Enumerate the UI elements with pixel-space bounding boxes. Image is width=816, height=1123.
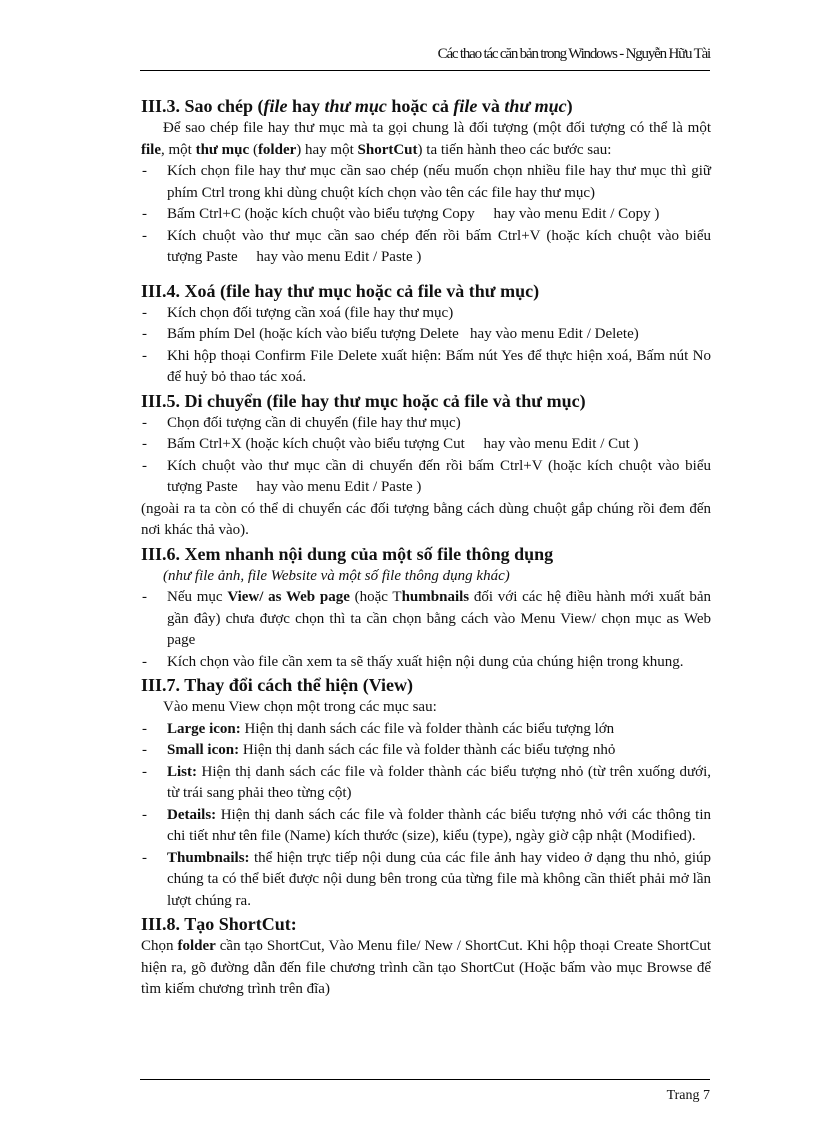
footer-rule	[140, 1079, 710, 1080]
section-title-copy: III.3. Sao chép (file hay thư mục hoặc cả file và thư mục)	[141, 96, 573, 116]
section-title-move: III.5. Di chuyển (file hay thư mục hoặc cả file và thư mục)	[141, 390, 586, 411]
list-item: - Kích chọn file hay thư mục cần sao chép (nếu muốn chọn nhiều file hay thư mục thì giữ phím Ctrl trong khi dùng chuột kích chọn vào tên các file hay thư mục)	[141, 161, 711, 204]
list-item: - Large icon: Hiện thị danh sách các file và folder thành các biểu tượng lớn	[141, 719, 711, 741]
move-steps-list	[141, 413, 715, 499]
move-note-paragraph: (ngoài ra ta còn có thể di chuyển các đối tượng bằng cách dùng chuột gắp chúng rồi đem đến nơi khác thả vào).	[141, 500, 711, 538]
copy-steps-list	[141, 161, 715, 269]
view-mode-intro: Vào menu View chọn một trong các mục sau:	[163, 699, 437, 715]
list-item: - Details: Hiện thị danh sách các file và folder thành các biểu tượng nhỏ với các thông tin chi tiết như tên file (Name) kích thước (size), kiểu (type), ngày giờ cập nhật (Modified).	[141, 805, 711, 848]
page-number: Trang 7	[666, 1088, 710, 1103]
list-item: - Chọn đối tượng cần di chuyển (file hay thư mục)	[141, 413, 711, 435]
section-title-quick-view: III.6. Xem nhanh nội dung của một số file thông dụng	[141, 543, 554, 564]
section-title-delete: III.4. Xoá (file hay thư mục hoặc cả file và thư mục)	[141, 280, 540, 301]
list-item: - Nếu mục View/ as Web page (hoặc Thumbnails đối với các hệ điều hành mới xuất bản gần đây) chưa được chọn thì ta cần chọn bằng cách vào Menu View/ chọn mục as Web page	[141, 587, 711, 652]
list-item: - Kích chọn vào file cần xem ta sẽ thấy xuất hiện nội dung của chúng hiện trong khung.	[141, 652, 711, 674]
quick-view-steps-list	[141, 587, 711, 673]
list-item: - Kích chuột vào thư mục cần di chuyển đến rồi bấm Ctrl+V (hoặc kích chuột vào biểu tượng Paste hay vào menu Edit / Paste )	[141, 456, 711, 499]
list-item: - Kích chuột vào thư mục cần sao chép đến rồi bấm Ctrl+V (hoặc kích chuột vào biểu tượng Paste hay vào menu Edit / Paste )	[141, 226, 711, 269]
quick-view-subtitle: (như file ảnh, file Website và một số file thông dụng khác)	[163, 567, 510, 584]
list-item: - Thumbnails: thể hiện trực tiếp nội dung của các file ảnh hay video ở dạng thu nhỏ, giúp chúng ta có thể biết được nội dung bên trong của từng file mà không cần thiết phải mở lần lượt chúng ra.	[141, 848, 711, 913]
list-item: - Small icon: Hiện thị danh sách các file và folder thành các biểu tượng nhỏ	[141, 740, 711, 762]
list-item: - Kích chọn đối tượng cần xoá (file hay thư mục)	[141, 303, 711, 325]
list-item: - Bấm phím Del (hoặc kích vào biểu tượng Delete hay vào menu Edit / Delete)	[141, 324, 711, 346]
delete-steps-list	[141, 303, 711, 389]
list-item: - Bấm Ctrl+C (hoặc kích chuột vào biểu tượng Copy hay vào menu Edit / Copy )	[141, 204, 711, 226]
section-title-shortcut: III.8. Tạo ShortCut:	[141, 914, 297, 934]
copy-intro-paragraph: Để sao chép file hay thư mục mà ta gọi chung là đối tượng (một đối tượng có thể là một file, một thư mục (folder) hay một ShortCut) ta tiến hành theo các bước sau:	[141, 120, 711, 158]
list-item: - Bấm Ctrl+X (hoặc kích chuột vào biểu tượng Cut hay vào menu Edit / Cut )	[141, 434, 711, 456]
section-title-view-mode: III.7. Thay đổi cách thể hiện (View)	[141, 675, 414, 695]
shortcut-paragraph: Chọn folder cần tạo ShortCut, Vào Menu file/ New / ShortCut. Khi hộp thoại Create ShortCut hiện ra, gõ đường dẫn đến file chương trình cần tạo ShortCut (Hoặc bấm vào mục Browse để tìm kiếm chương trình trên đĩa)	[141, 938, 711, 997]
list-item: - List: Hiện thị danh sách các file và folder thành các biểu tượng nhỏ (từ trên xuống dưới, từ trái sang phải theo từng cột)	[141, 762, 711, 805]
list-item: - Khi hộp thoại Confirm File Delete xuất hiện: Bấm nút Yes để thực hiện xoá, Bấm nút No để huỷ bỏ thao tác xoá.	[141, 346, 711, 389]
page-content	[141, 94, 715, 1001]
page-header: Các thao tác căn bản trong Windows - Nguyễn Hữu Tài	[437, 46, 710, 62]
header-rule	[140, 70, 710, 71]
view-mode-list	[141, 719, 711, 913]
